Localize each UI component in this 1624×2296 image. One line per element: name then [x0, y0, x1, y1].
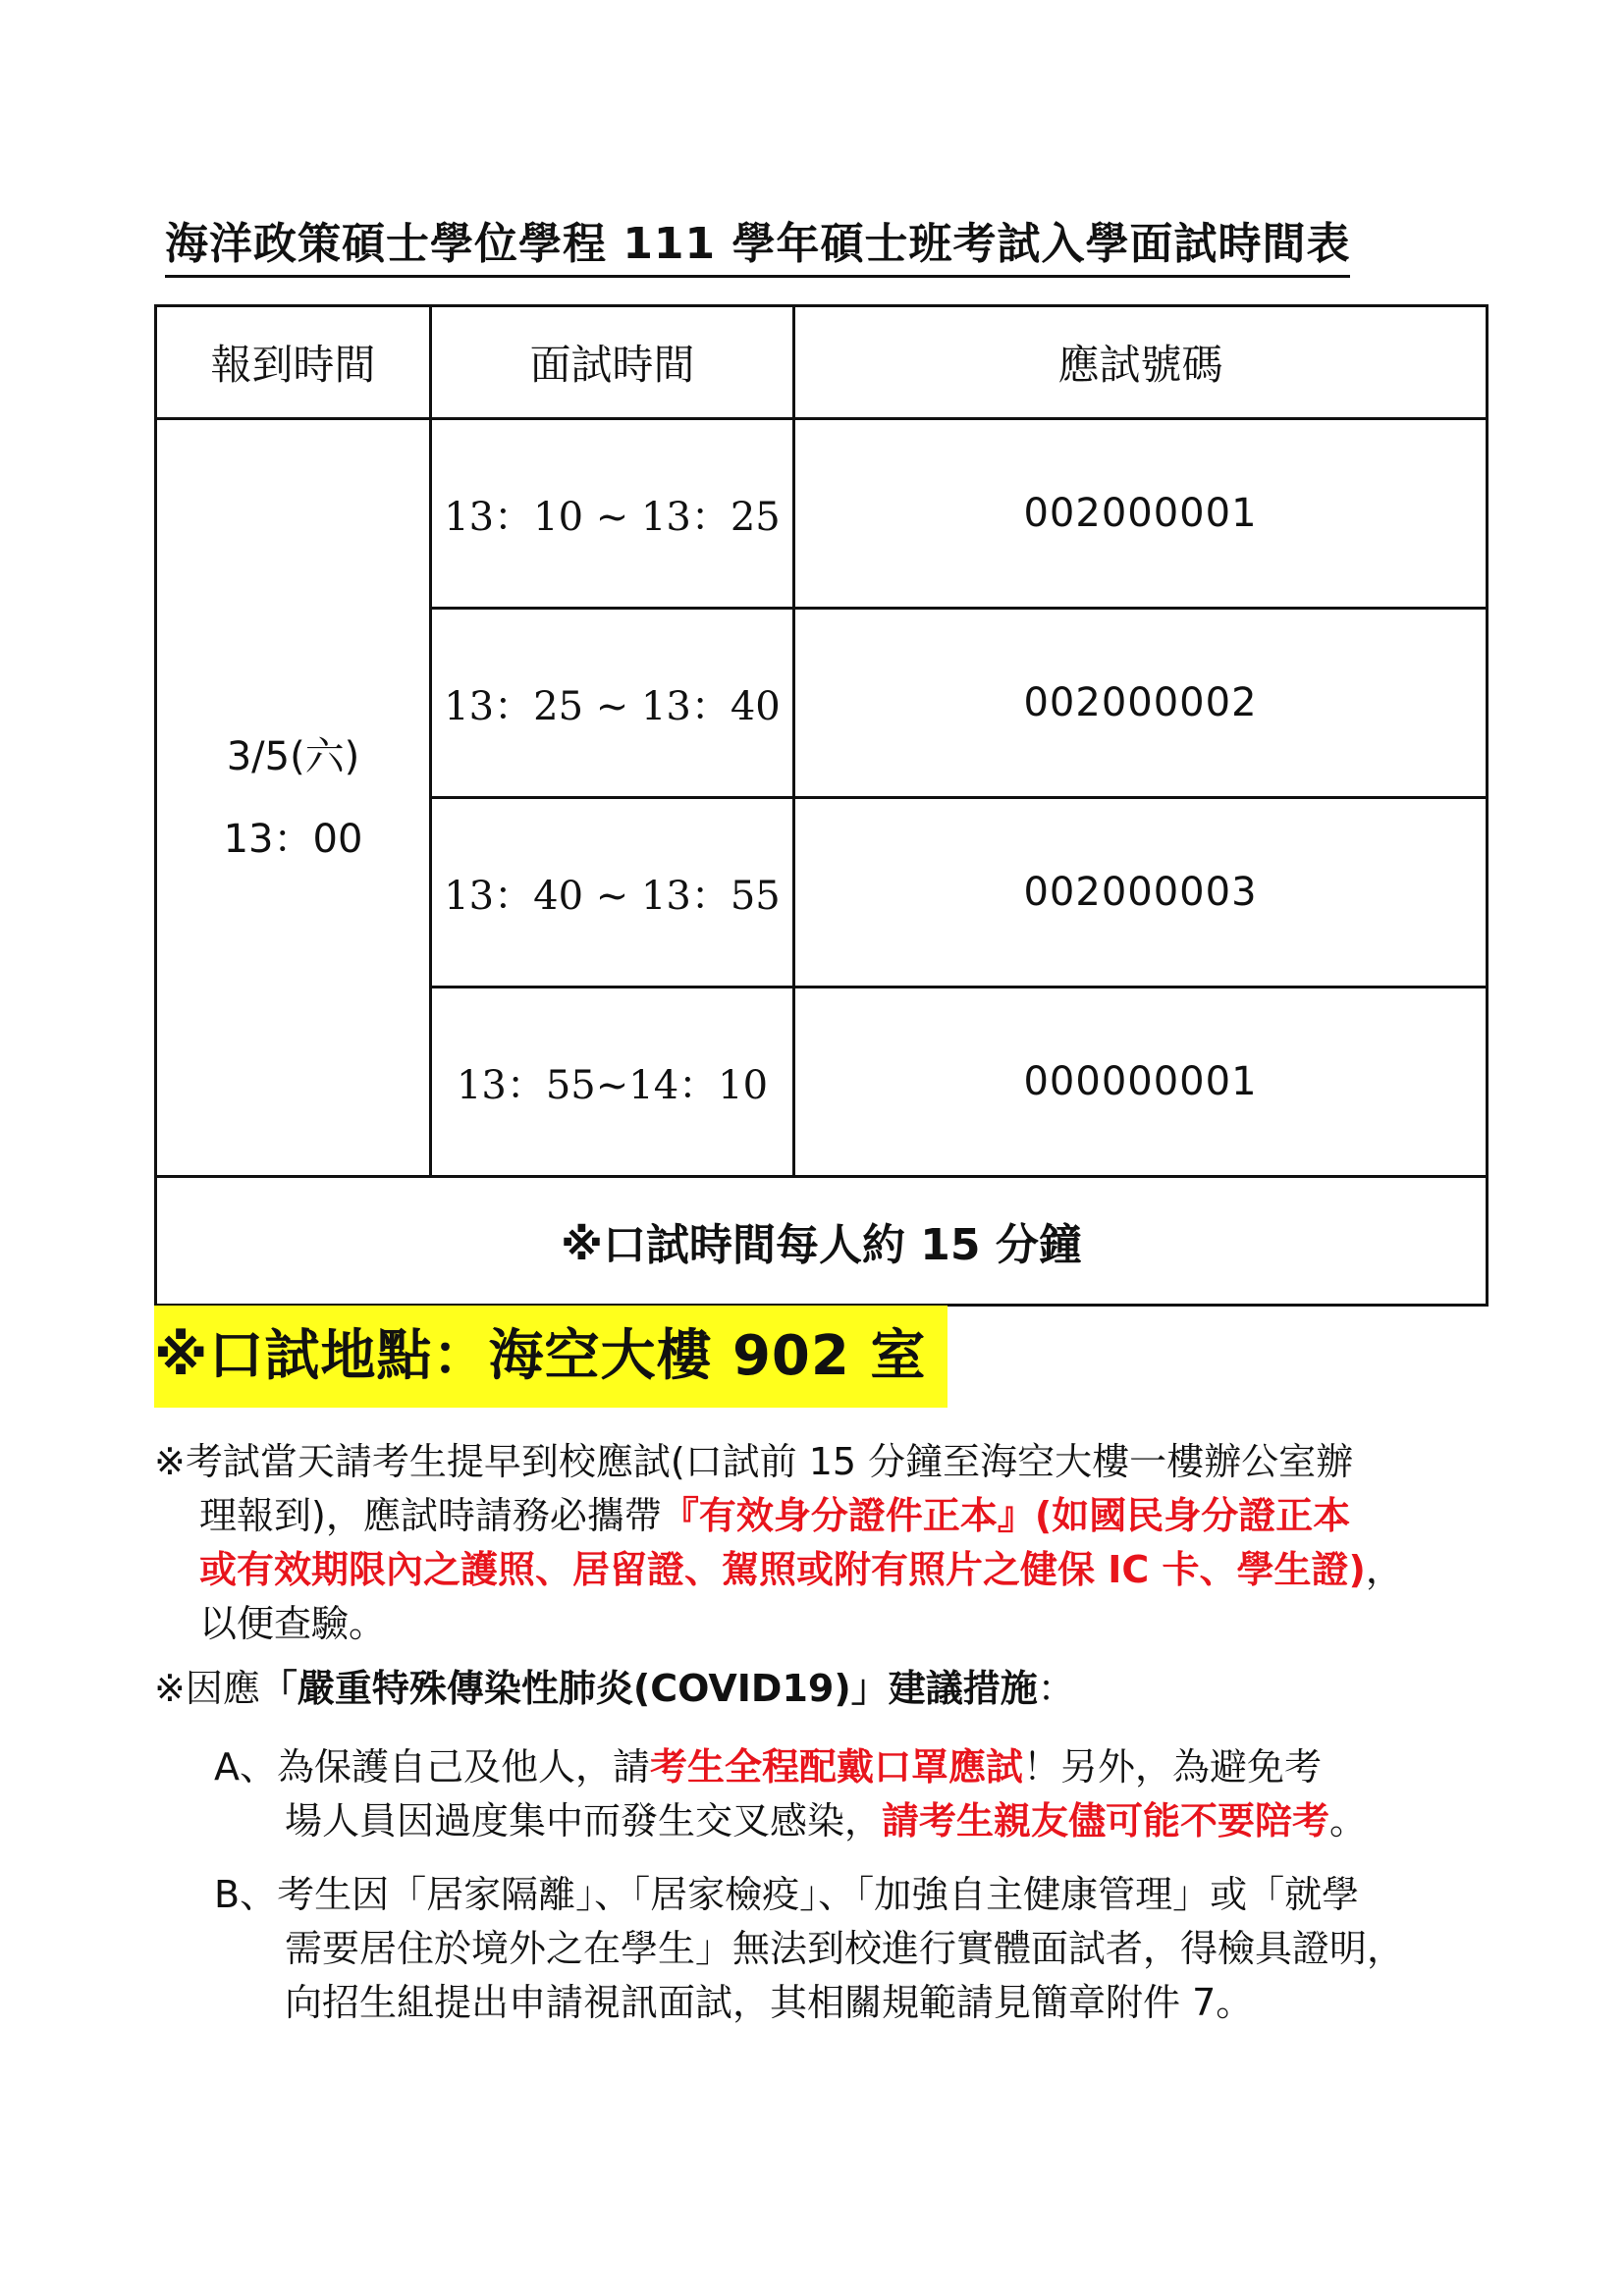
notice-id-requirement: 『有效身分證件正本』(如國民身分證正本 — [661, 1494, 1351, 1537]
item-a-no-companions: 請考生親友儘可能不要陪考 — [882, 1799, 1330, 1842]
item-a-text-4: 。 — [1329, 1799, 1368, 1842]
covid-heading — [154, 1662, 1509, 1716]
title-text: 海洋政策碩士學位學程 111 學年碩士班考試入學面試時間表 — [165, 219, 1350, 278]
document-title — [165, 208, 1471, 271]
covid-item-b — [214, 1868, 1510, 2030]
item-b-line-3: 向招生組提出申請視訊面試，其相關規範請見簡章附件 7。 — [285, 1981, 1254, 2024]
interview-location: ※口試地點：海空大樓 902 室 — [154, 1306, 947, 1408]
exam-number-cell: 000000001 — [794, 988, 1488, 1177]
header-interview-time: 面試時間 — [431, 306, 794, 419]
interview-time-cell: 13：10 ~ 13：25 — [431, 419, 794, 609]
check-in-date: 3/5(六) — [226, 733, 360, 779]
item-a-text-1: A、為保護自己及他人，請 — [214, 1745, 650, 1789]
notice-line-4: 以便查驗。 — [199, 1602, 387, 1645]
notice-line-1: ※考試當天請考生提早到校應試(口試前 15 分鐘至海空大樓一樓辦公室辦 — [154, 1440, 1354, 1483]
interview-duration-note: ※口試時間每人約 15 分鐘 — [156, 1177, 1488, 1306]
item-a-text-2: ！另外，為避免考 — [1023, 1745, 1323, 1789]
table-header-row — [156, 306, 1488, 419]
notice-line-2-text: 理報到)，應試時請務必攜帶 — [199, 1494, 662, 1537]
covid-heading-text: 「嚴重特殊傳染性肺炎(COVID19)」建議措施 — [259, 1667, 1038, 1710]
notice-line-2 — [154, 1489, 1509, 1543]
exam-number-cell: 002000002 — [794, 609, 1488, 798]
interview-time-cell: 13：25 ~ 13：40 — [431, 609, 794, 798]
covid-prefix: ※因應 — [154, 1667, 260, 1710]
notice-line-3 — [154, 1543, 1509, 1597]
interview-time-cell: 13：55~14：10 — [431, 988, 794, 1177]
covid-item-a — [214, 1740, 1510, 1848]
table-row — [156, 419, 1488, 609]
interview-time-cell: 13：40 ~ 13：55 — [431, 798, 794, 988]
item-b-line-2: 需要居住於境外之在學生」無法到校進行實體面試者，得檢具證明， — [285, 1927, 1405, 1970]
notice-paragraph — [154, 1435, 1509, 1651]
notice-id-list: 或有效期限內之護照、居留證、駕照或附有照片之健保 IC 卡、學生證) — [199, 1548, 1366, 1591]
item-a-line-1 — [214, 1740, 1510, 1794]
item-b-line-1: B、考生因「居家隔離」、「居家檢疫」、「加強自主健康管理」或「就學 — [214, 1873, 1360, 1916]
covid-suffix: ： — [1037, 1667, 1075, 1710]
item-a-mask-requirement: 考生全程配戴口罩應試 — [650, 1745, 1024, 1789]
header-check-in: 報到時間 — [156, 306, 431, 419]
exam-number-cell: 002000003 — [794, 798, 1488, 988]
check-in-time: 13：00 — [223, 816, 363, 862]
table-note-row — [156, 1177, 1488, 1306]
check-in-cell — [156, 419, 431, 1177]
item-a-line-2 — [214, 1794, 1510, 1848]
exam-number-cell: 002000001 — [794, 419, 1488, 609]
notice-line-3-tail: ， — [1365, 1548, 1403, 1591]
item-a-text-3: 場人員因過度集中而發生交叉感染， — [285, 1799, 883, 1842]
interview-schedule-table — [154, 304, 1489, 1307]
header-exam-number: 應試號碼 — [794, 306, 1488, 419]
